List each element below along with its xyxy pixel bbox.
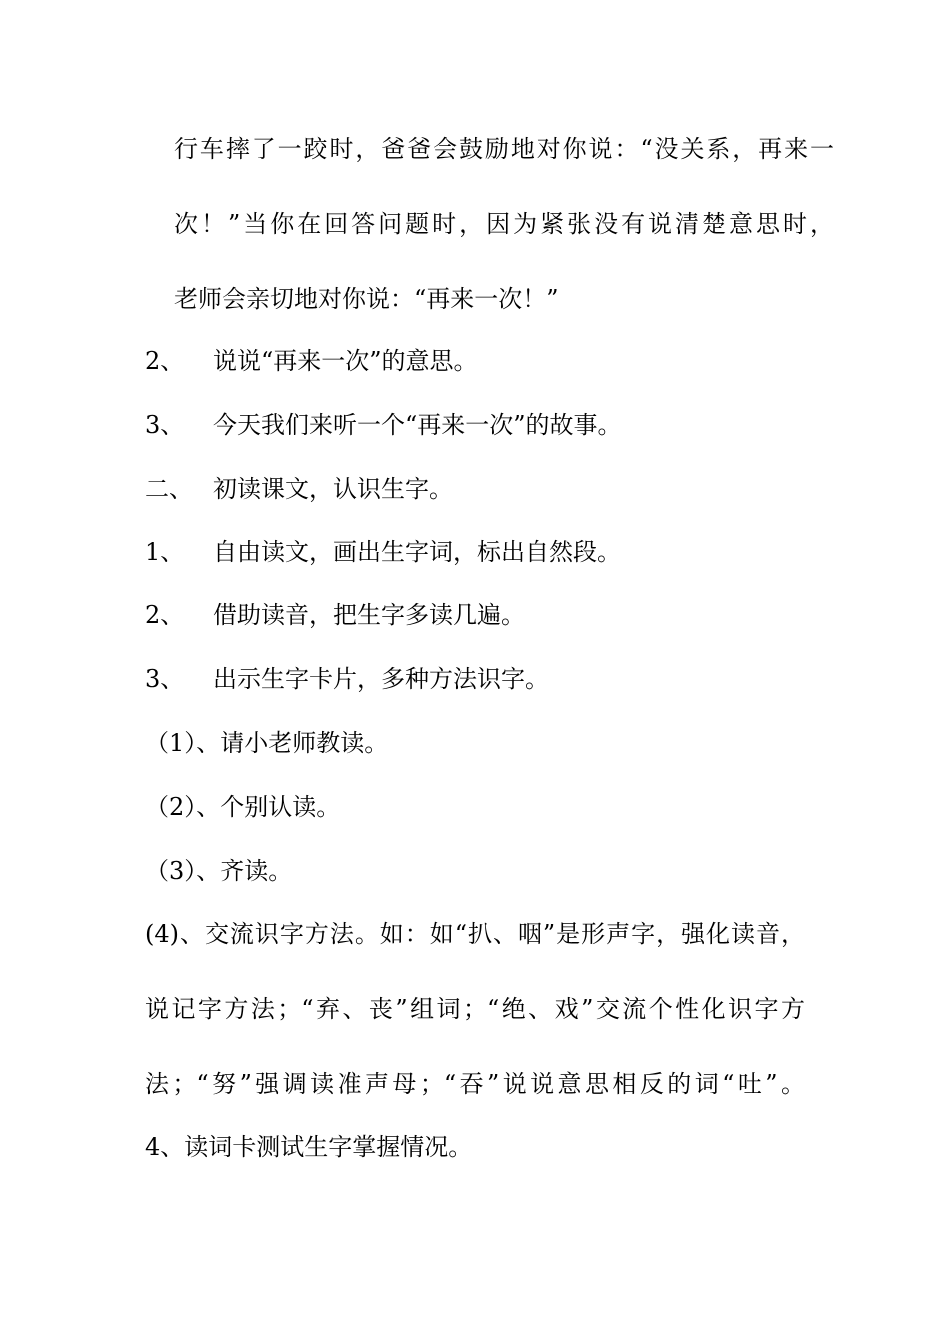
section-number: 二、	[145, 475, 193, 503]
paragraph-line: 行车摔了一跤时，爸爸会鼓励地对你说：“没关系，再来一	[174, 135, 834, 163]
list-item-text: 借助读音，把生字多读几遍。	[213, 601, 525, 629]
list-item	[145, 663, 549, 695]
paragraph-line: 法；“努”强调读准声母；“吞”说说意思相反的词“吐”。	[145, 1070, 805, 1098]
list-item-number: 3、	[145, 665, 185, 693]
list-item-text: 自由读文，画出生字词，标出自然段。	[213, 538, 621, 566]
list-item: 4、读词卡测试生字掌握情况。	[145, 1133, 473, 1161]
paragraph-line: 说记字方法；“弃、丧”组词；“绝、戏”交流个性化识字方	[145, 995, 805, 1023]
section-heading	[145, 473, 453, 505]
paragraph-line: (4)、交流识字方法。如：如“扒、咽”是形声字，强化读音，	[145, 920, 805, 948]
list-item-number: 3、	[145, 411, 185, 439]
list-item-text: 今天我们来听一个“再来一次”的故事。	[213, 411, 622, 439]
section-title: 初读课文，认识生字。	[213, 475, 453, 503]
list-item	[145, 345, 478, 377]
sub-item: （2）、个别认读。	[145, 793, 341, 821]
list-item	[145, 536, 621, 568]
list-item	[145, 409, 622, 441]
sub-item: （3）、齐读。	[145, 857, 293, 885]
paragraph-line: 老师会亲切地对你说：“再来一次！”	[174, 285, 559, 313]
list-item-number: 2、	[145, 601, 185, 629]
list-item-number: 1、	[145, 538, 185, 566]
list-item-text: 说说“再来一次”的意思。	[213, 347, 478, 375]
sub-item: （1）、请小老师教读。	[145, 729, 389, 757]
list-item-text: 出示生字卡片，多种方法识字。	[213, 665, 549, 693]
list-item-number: 2、	[145, 347, 185, 375]
paragraph-line: 次！”当你在回答问题时，因为紧张没有说清楚意思时，	[174, 210, 834, 238]
list-item	[145, 599, 525, 631]
